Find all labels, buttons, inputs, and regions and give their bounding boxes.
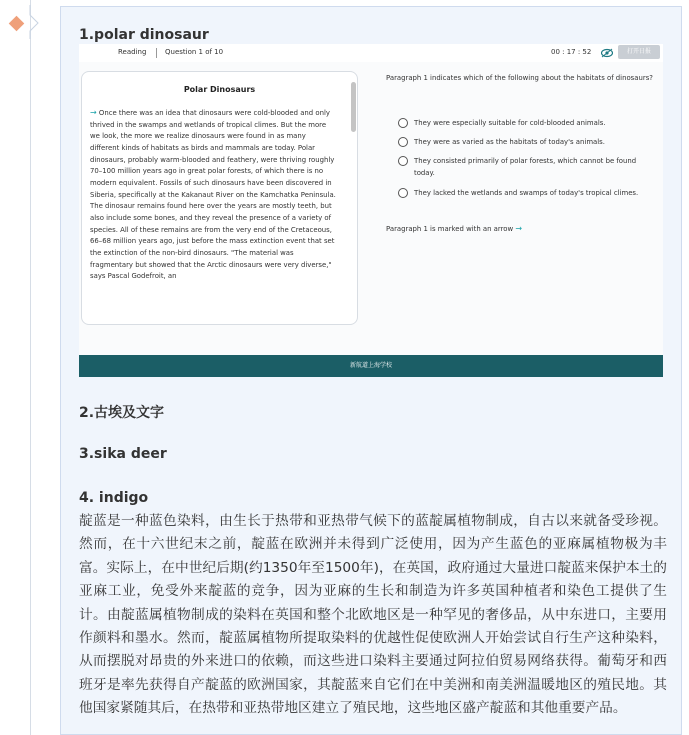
section-title-4: 4. indigo	[79, 490, 149, 506]
test-top-bar	[79, 44, 663, 62]
passage-scrollbar[interactable]	[351, 82, 356, 132]
timeline-line	[30, 0, 31, 735]
hide-time-button[interactable]: 打开日报	[618, 45, 660, 59]
question-counter: Question 1 of 10	[165, 48, 224, 56]
section-title-3: 3.sika deer	[79, 446, 167, 462]
option-text: They were as varied as the habitats of today's animals.	[414, 138, 605, 146]
radio-button[interactable]	[398, 118, 408, 128]
radio-button[interactable]	[398, 137, 408, 147]
passage-panel[interactable]	[81, 71, 358, 325]
passage-title: Polar Dinosaurs	[183, 85, 256, 94]
option-text: They lacked the wetlands and swamps of today's tropical climes.	[414, 189, 639, 197]
timeline-bracket-icon	[22, 5, 56, 39]
radio-button[interactable]	[398, 188, 408, 198]
passage-text	[90, 107, 336, 320]
indigo-paragraph: 靛蓝是一种蓝色染料，由生长于热带和亚热带气候下的蓝靛属植物制成，自古以来就备受珍视。然而，在十六世纪末之前，靛蓝在欧洲并未得到广泛使用，因为产生蓝色的亚麻属植物极为丰富。实际上，在中世纪后期(约1350年至1500年)，在英国，政府通过大量进口靛蓝来保护本土的亚麻工业，免受外来靛蓝的竞争，因为亚麻的生长和制造为许多英国种植者和染色工提供了生计。由靛蓝属植物制成的染料在英国和整个北欧地区是一种罕见的奢侈品，从中东进口，主要用作颜料和墨水。然而，靛蓝属植物所提取染料的优越性促使欧洲人开始尝试自行生产这种染料，从而摆脱对昂贵的外来进口的依赖，而这些进口染料主要通过阿拉伯贸易网络获得。葡萄牙和西班牙是率先获得自产靛蓝的欧洲国家，其靛蓝来自它们在中美洲和南美洲温暖地区的殖民地。其他国家紧随其后，在热带和亚热带地区建立了殖民地，这些地区盛产靛蓝和其他重要产品。	[79, 513, 667, 717]
question-prompt: Paragraph 1 indicates which of the following about the habitats of dinosaurs?	[386, 74, 653, 82]
note-text: Paragraph 1 is marked with an arrow	[386, 225, 514, 233]
passage-body: Once there was an idea that dinosaurs were cold-blooded and only thrived in the swamps and wetlands of tropical climes. But the more we look, the more we realize dinosaurs were found in as many different kinds of habitats as birds and mammals are today. Polar dinosaurs, probably warm-blooded and feathery, were thriving roughly 70–100 million years ago in great polar forests, of which there is no modern equivalent. Fossils of such dinosaurs have been discovered in Siberia, specifically at the Kakanaut River on the Kamchatka Peninsula. The dinosaur remains found here over the years are mostly teeth, but also include some bones, and they reveal the presence of a variety of species. All of these remains are from the very end of the Cretaceous, 66–68 million years ago, just before the mass extinction event that set the extinction of the non-bird dinosaurs. "The material was fragmentary but showed that the Arctic dinosaurs were very diverse," says Pascal Godefroit, an	[90, 109, 336, 281]
paragraph-note	[386, 224, 522, 233]
paragraph-arrow-icon: →	[90, 108, 97, 117]
divider	[156, 48, 157, 58]
section-title-2: 2.古埃及文字	[79, 405, 165, 421]
test-screenshot	[79, 44, 663, 377]
test-footer: 新航道上海学校	[79, 355, 663, 377]
eye-icon[interactable]	[601, 48, 613, 58]
section-label: Reading	[118, 48, 147, 56]
timeline	[0, 0, 60, 735]
section-title-1: 1.polar dinosaur	[79, 27, 209, 43]
option-text: They were especially suitable for cold-blooded animals.	[414, 119, 606, 127]
timer: 00 : 17 : 52	[551, 48, 592, 56]
option-text: They consisted primarily of polar forests, which cannot be found today.	[414, 157, 637, 177]
radio-button[interactable]	[398, 156, 408, 166]
arrow-icon: →	[515, 224, 523, 233]
